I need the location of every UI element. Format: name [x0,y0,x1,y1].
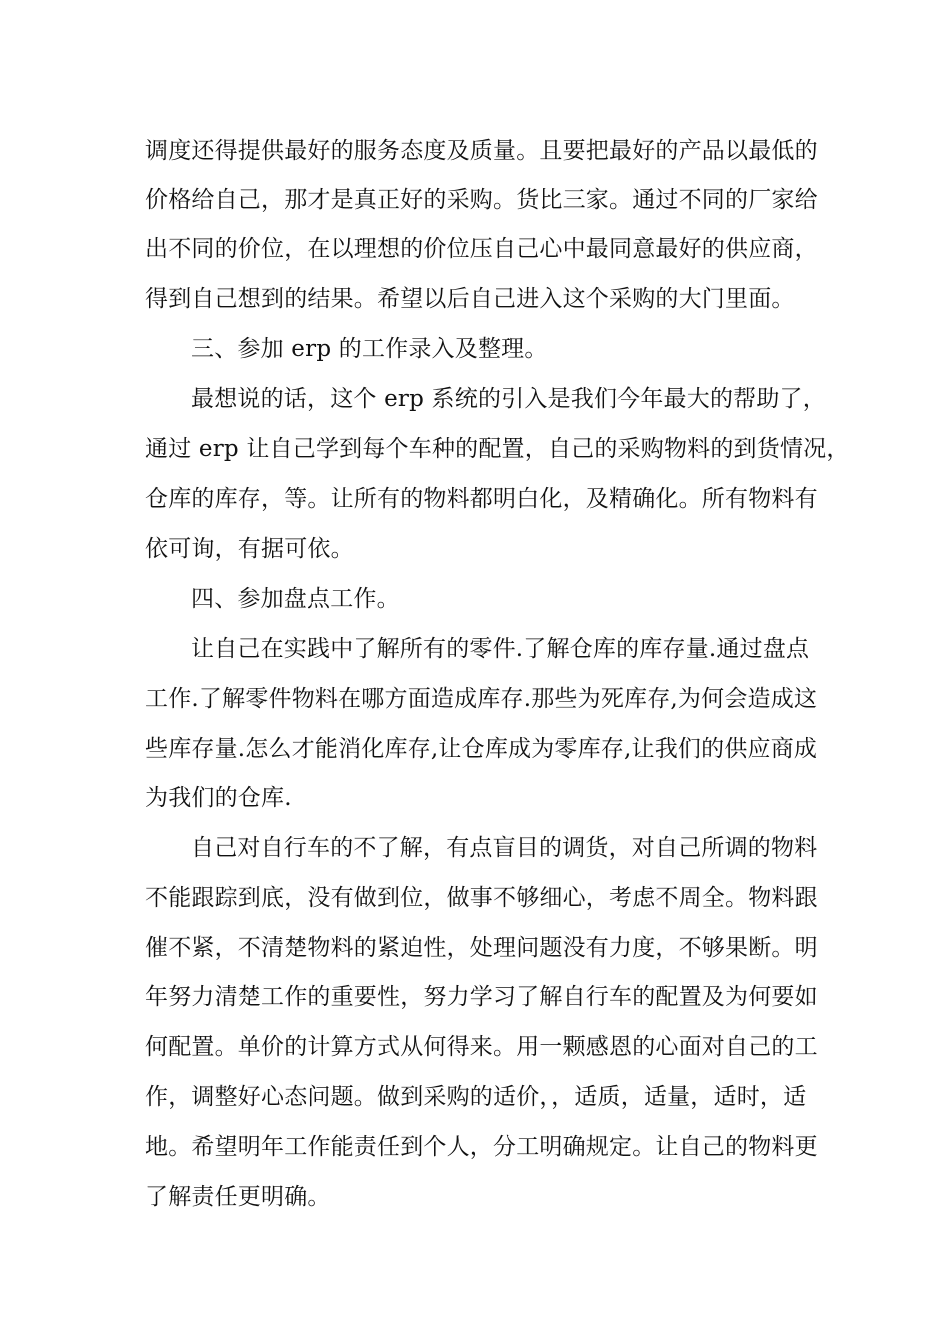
body-text-line: 依可询，有据可依。 [145,536,354,562]
body-text-line: 为我们的仓库. [145,785,292,811]
body-text-line: 催不紧，不清楚物料的紧迫性，处理问题没有力度，不够果断。明 [145,935,818,961]
body-text-line: 仓库的库存，等。让所有的物料都明白化，及精确化。所有物料有 [145,486,818,512]
body-text-line: 通过 erp 让自己学到每个车种的配置，自己的采购物料的到货情况， [145,436,850,462]
body-text-line: 地。希望明年工作能责任到个人，分工明确规定。让自己的物料更 [145,1134,818,1160]
body-text-line: 了解责任更明确。 [145,1184,331,1210]
body-text-line: 工作.了解零件物料在哪方面造成库存.那些为死库存,为何会造成这 [145,686,818,712]
body-text-line: 让自己在实践中了解所有的零件.了解仓库的库存量.通过盘点 [191,636,810,662]
body-text-line: 些库存量.怎么才能消化库存,让仓库成为零库存,让我们的供应商成 [145,736,818,762]
body-text-line: 出不同的价位，在以理想的价位压自己心中最同意最好的供应商， [145,236,818,262]
body-text-line: 作，调整好心态问题。做到采购的适价，，适质，适量，适时，适 [145,1084,807,1110]
body-text-line: 价格给自己，那才是真正好的采购。货比三家。通过不同的厂家给 [145,187,818,213]
body-text-line: 年努力清楚工作的重要性，努力学习了解自行车的配置及为何要如 [145,984,818,1010]
body-text-line: 调度还得提供最好的服务态度及质量。且要把最好的产品以最低的 [145,138,818,164]
section-heading: 三、参加 erp 的工作录入及整理。 [191,336,548,362]
body-text-line: 何配置。单价的计算方式从何得来。用一颗感恩的心面对自己的工 [145,1034,818,1060]
body-text-line: 不能跟踪到底，没有做到位，做事不够细心，考虑不周全。物料跟 [145,885,818,911]
body-text-line: 得到自己想到的结果。希望以后自己进入这个采购的大门里面。 [145,286,795,312]
body-text-line: 最想说的话，这个 erp 系统的引入是我们今年最大的帮助了， [191,386,826,412]
section-heading: 四、参加盘点工作。 [191,586,400,612]
body-text-line: 自己对自行车的不了解，有点盲目的调货，对自己所调的物料 [191,835,818,861]
